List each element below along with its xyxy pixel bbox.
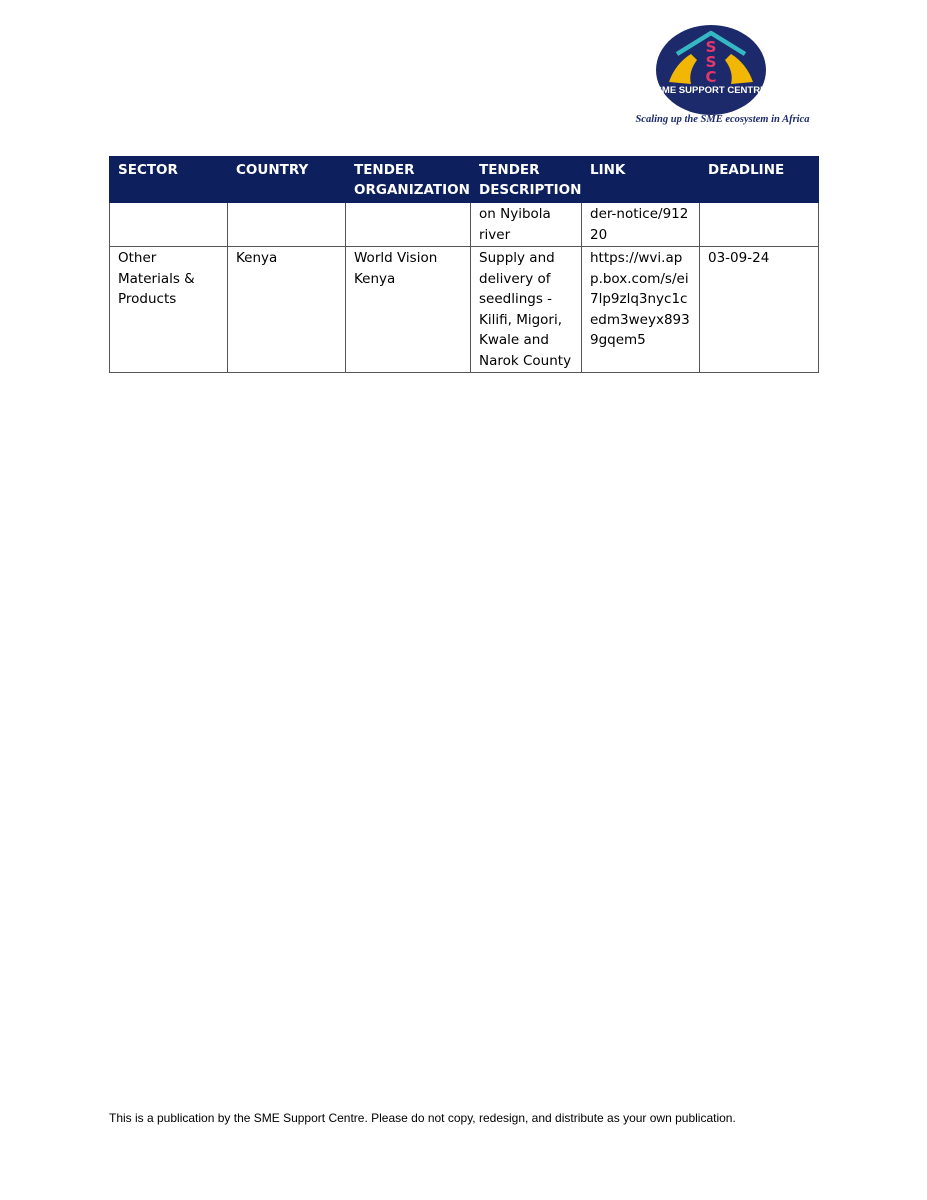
cell-description: Supply and delivery of seedlings - Kilifi, Migori, Kwale and Narok County — [471, 247, 582, 373]
logo-monogram-s1: S — [705, 38, 717, 56]
logo-brand-text: SME SUPPORT CENTRE — [655, 85, 767, 96]
tenders-table — [109, 156, 819, 373]
table-header-row — [110, 157, 819, 203]
cell-link[interactable]: https://wvi.app.box.com/s/ei7lp9zlq3nyc1cedm3weyx8939gqem5 — [582, 247, 700, 373]
cell-deadline — [700, 203, 819, 247]
cell-country: Kenya — [228, 247, 346, 373]
logo-monogram-c: C — [705, 68, 717, 86]
column-header-organization: TENDER ORGANIZATION — [346, 157, 471, 203]
cell-organization — [346, 203, 471, 247]
cell-country — [228, 203, 346, 247]
logo-tagline: Scaling up the SME ecosystem in Africa — [635, 114, 810, 125]
column-header-description: TENDER DESCRIPTION — [471, 157, 582, 203]
logo-emblem-icon — [655, 24, 767, 116]
cell-sector — [110, 203, 228, 247]
column-header-country: COUNTRY — [228, 157, 346, 203]
brand-logo — [615, 24, 825, 130]
logo-monogram-s2: S — [705, 53, 717, 71]
cell-deadline: 03-09-24 — [700, 247, 819, 373]
table-row — [110, 203, 819, 247]
cell-sector: Other Materials & Products — [110, 247, 228, 373]
cell-description: on Nyibola river — [471, 203, 582, 247]
cell-link[interactable]: der-notice/91220 — [582, 203, 700, 247]
table-row — [110, 247, 819, 373]
column-header-sector: SECTOR — [110, 157, 228, 203]
column-header-deadline: DEADLINE — [700, 157, 819, 203]
column-header-link: LINK — [582, 157, 700, 203]
cell-organization: World Vision Kenya — [346, 247, 471, 373]
footer-disclaimer: This is a publication by the SME Support Centre. Please do not copy, redesign, and distribute as your own publication. — [109, 1111, 736, 1125]
